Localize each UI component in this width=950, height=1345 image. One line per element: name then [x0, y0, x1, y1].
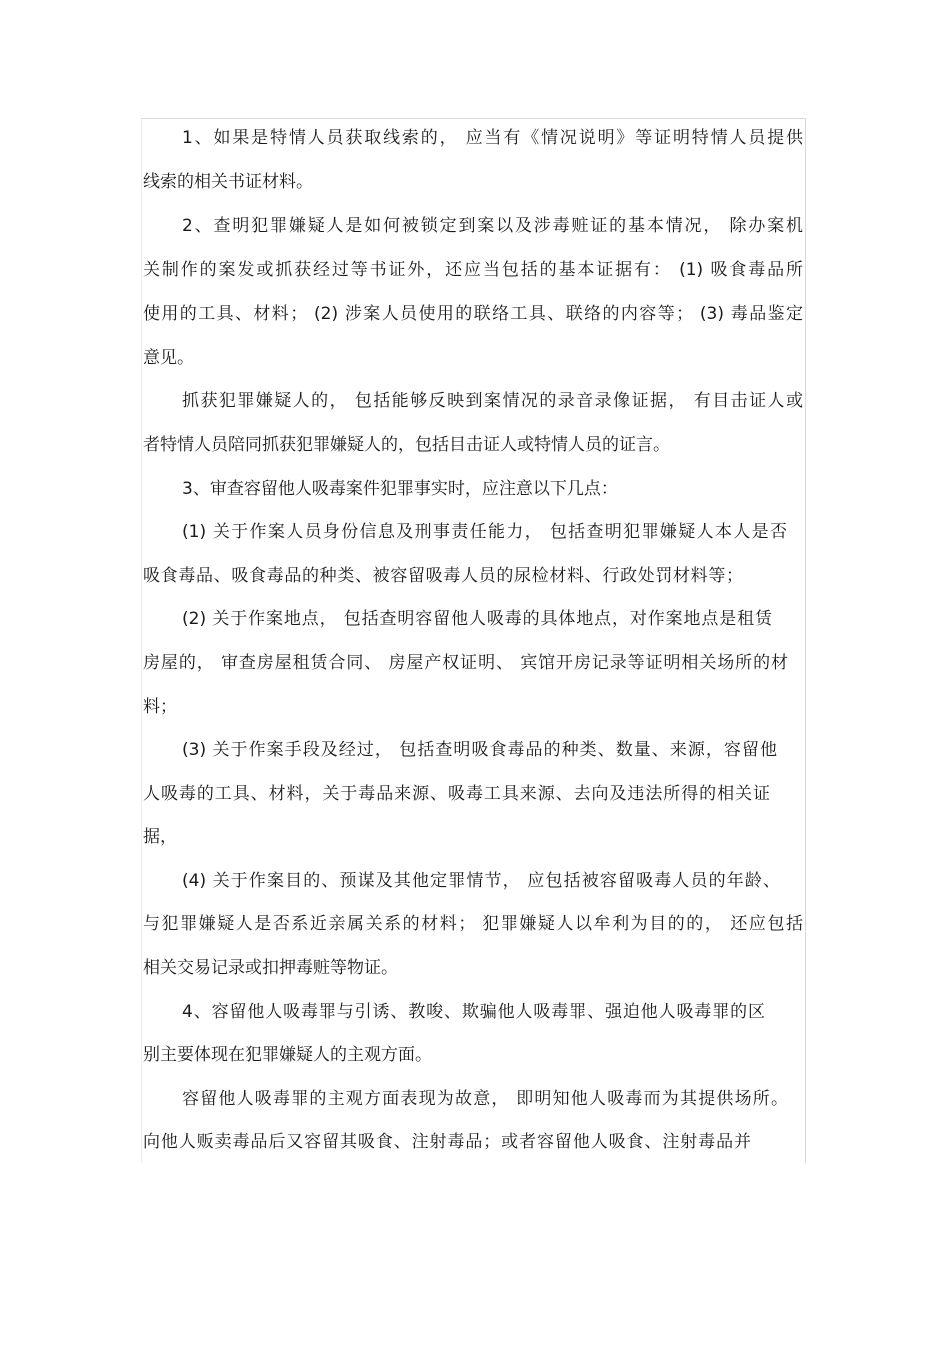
text-line: (1) 关于作案人员身份信息及刑事责任能力， 包括查明犯罪嫌疑人本人是否 [182, 522, 787, 542]
text-line: 者特情人员陪同抓获犯罪嫌疑人的，包括目击证人或特情人员的证言。 [143, 435, 670, 455]
text-line: 2、查明犯罪嫌疑人是如何被锁定到案以及涉毒赃证的基本情况， 除办案机 [182, 216, 803, 236]
text-line: (3) 关于作案手段及经过， 包括查明吸食毒品的种类、数量、来源，容留他 [182, 740, 777, 760]
text-line: 房屋的， 审查房屋租赁合同、 房屋产权证明、 宾馆开房记录等证明相关场所的材 [143, 653, 788, 673]
text-line: 关制作的案发或抓获经过等书证外，还应当包括的基本证据有： (1) 吸食毒品所 [143, 260, 803, 280]
text-line: 吸食毒品、吸食毒品的种类、被容留吸毒人员的尿检材料、行政处罚材料等； [143, 566, 743, 586]
text-line: 使用的工具、材料； (2) 涉案人员使用的联络工具、联络的内容等； (3) 毒品鉴定 [143, 304, 803, 324]
text-line: 相关交易记录或扣押毒赃等物证。 [143, 958, 398, 978]
text-line: 据， [143, 827, 177, 847]
text-line: 意见。 [143, 348, 194, 368]
text-line: 料； [143, 697, 177, 717]
text-line: 容留他人吸毒罪的主观方面表现为故意， 即明知他人吸毒而为其提供场所。 [182, 1089, 788, 1109]
text-line: 与犯罪嫌疑人是否系近亲属关系的材料； 犯罪嫌疑人以牟利为目的的， 还应包括 [143, 914, 803, 934]
text-line: 线索的相关书证材料。 [143, 172, 313, 192]
text-line: 人吸毒的工具、材料，关于毒品来源、吸毒工具来源、去向及违法所得的相关证 [143, 784, 770, 804]
text-line: 1、如果是特情人员获取线索的， 应当有《情况说明》等证明特情人员提供 [182, 128, 803, 148]
text-line: (2) 关于作案地点， 包括查明容留他人吸毒的具体地点，对作案地点是租赁 [182, 609, 772, 629]
text-line: 3、审查容留他人吸毒案件犯罪事实时，应注意以下几点： [182, 479, 618, 499]
text-line: (4) 关于作案目的、预谋及其他定罪情节， 应包括被容留吸毒人员的年龄、 [182, 871, 780, 891]
text-line: 4、容留他人吸毒罪与引诱、教唆、欺骗他人吸毒罪、强迫他人吸毒罪的区 [182, 1002, 765, 1022]
text-line: 向他人贩卖毒品后又容留其吸食、注射毒品；或者容留他人吸食、注射毒品并 [143, 1132, 751, 1152]
text-line: 别主要体现在犯罪嫌疑人的主观方面。 [143, 1045, 432, 1065]
text-line: 抓获犯罪嫌疑人的， 包括能够反映到案情况的录音录像证据， 有目击证人或 [182, 391, 803, 411]
